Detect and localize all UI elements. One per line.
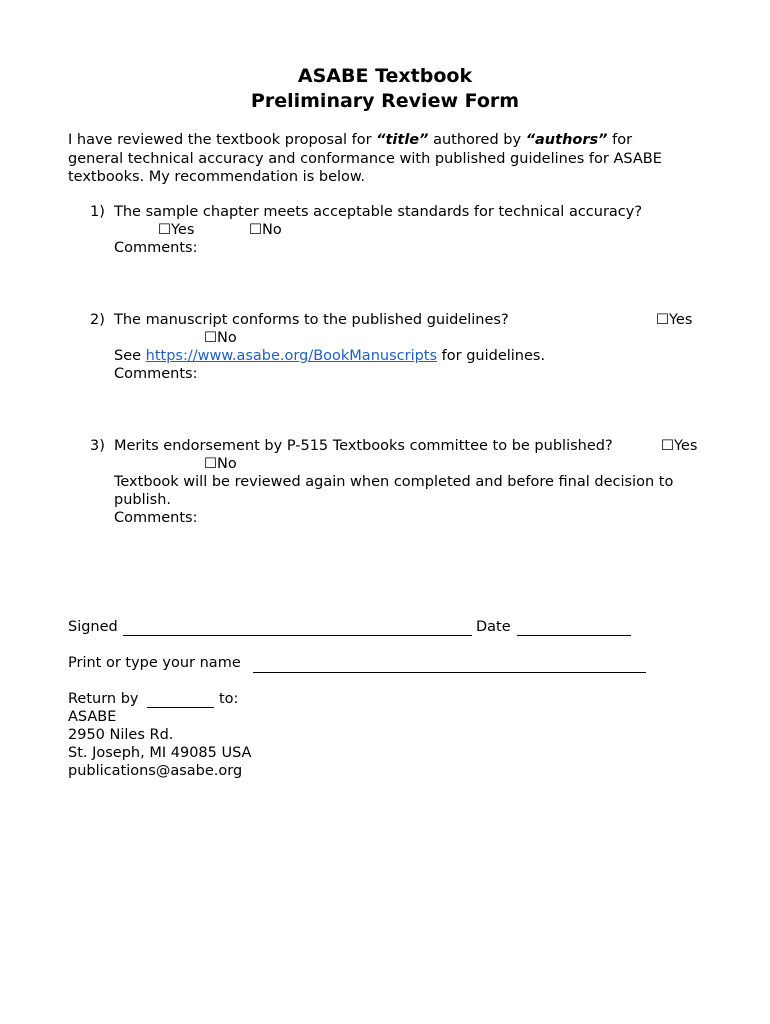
question-2-guidelines-line (114, 348, 545, 364)
question-2-no-checkbox[interactable]: ☐No (204, 330, 237, 346)
signature-line[interactable] (123, 635, 472, 636)
question-1-number: 1) (90, 204, 105, 220)
print-name-line[interactable] (253, 672, 646, 673)
authors-placeholder: “authors” (525, 132, 608, 148)
see-suffix: for guidelines. (437, 348, 546, 364)
return-email: publications@asabe.org (68, 763, 243, 779)
date-line[interactable] (517, 635, 631, 636)
question-1-no-checkbox[interactable]: ☐No (249, 222, 282, 238)
return-city: St. Joseph, MI 49085 USA (68, 745, 252, 761)
intro-line2: general technical accuracy and conformance with published guidelines for ASABE (68, 151, 662, 167)
form-title-line1: ASABE Textbook (297, 65, 473, 87)
question-3-number: 3) (90, 438, 105, 454)
return-by-label: Return by (68, 691, 139, 707)
title-placeholder: “title” (376, 132, 429, 148)
see-prefix: See (114, 348, 146, 364)
question-3-yes-checkbox[interactable]: ☐Yes (661, 438, 698, 454)
signed-label: Signed (68, 619, 118, 635)
return-by-date-line[interactable] (147, 707, 214, 708)
intro-text-c: for (607, 132, 633, 148)
question-2-comments-label: Comments: (114, 366, 198, 382)
question-3-comments-label: Comments: (114, 510, 198, 526)
return-to-label: to: (219, 691, 239, 707)
question-1-comments-label: Comments: (114, 240, 198, 256)
intro-text-a: I have reviewed the textbook proposal for (68, 132, 377, 148)
question-3-text: Merits endorsement by P-515 Textbooks committee to be published? (114, 438, 613, 454)
question-2-number: 2) (90, 312, 105, 328)
question-1-yes-checkbox[interactable]: ☐Yes (158, 222, 195, 238)
question-3-no-checkbox[interactable]: ☐No (204, 456, 237, 472)
guidelines-link[interactable]: https://www.asabe.org/BookManuscripts (145, 348, 438, 364)
date-label: Date (476, 619, 511, 635)
intro-text-b: authored by (428, 132, 526, 148)
return-org: ASABE (68, 709, 117, 725)
question-2-yes-checkbox[interactable]: ☐Yes (656, 312, 693, 328)
question-3-note-line2: publish. (114, 492, 172, 508)
question-3-note-line1: Textbook will be reviewed again when completed and before final decision to (114, 474, 674, 490)
form-title-line2: Preliminary Review Form (250, 90, 520, 112)
question-2-text: The manuscript conforms to the published guidelines? (114, 312, 509, 328)
intro-line3: textbooks. My recommendation is below. (68, 169, 366, 185)
question-1-text: The sample chapter meets acceptable standards for technical accuracy? (114, 204, 643, 220)
print-name-label: Print or type your name (68, 655, 241, 671)
intro-line1 (68, 131, 632, 149)
return-street: 2950 Niles Rd. (68, 727, 174, 743)
